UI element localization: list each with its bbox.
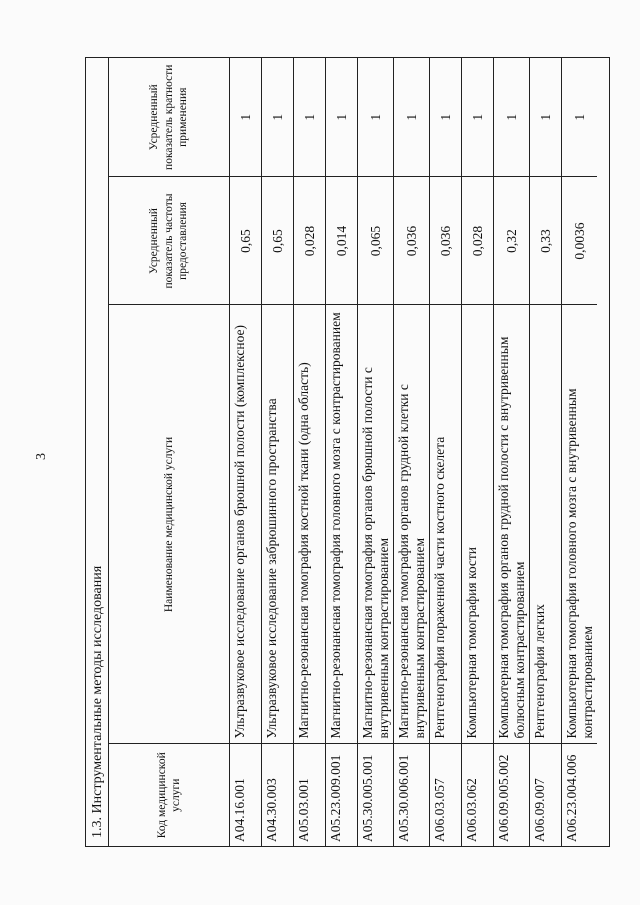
cell-name: Ультразвуковое исследование органов брюшной полости (комплексное) bbox=[230, 305, 262, 744]
cell-name: Рентгенография пораженной части костного скелета bbox=[430, 305, 462, 744]
cell-name: Магнитно-резонансная томография головного мозга с контрастированием bbox=[326, 305, 358, 744]
table-row bbox=[230, 58, 262, 846]
table-row bbox=[462, 58, 494, 846]
cell-frequency: 0,036 bbox=[394, 177, 430, 305]
cell-multiplicity: 1 bbox=[494, 58, 530, 177]
table-row bbox=[494, 58, 530, 846]
cell-code: A06.09.007 bbox=[530, 744, 562, 846]
section-title: 1.3. Инструментальные методы исследования bbox=[86, 58, 109, 846]
table-header-row bbox=[109, 58, 230, 846]
cell-multiplicity: 1 bbox=[462, 58, 494, 177]
cell-frequency: 0,33 bbox=[530, 177, 562, 305]
header-name: Наименование медицинской услуги bbox=[109, 305, 230, 744]
cell-code: A05.30.005.001 bbox=[358, 744, 394, 846]
table-row bbox=[358, 58, 394, 846]
table-row bbox=[262, 58, 294, 846]
cell-code: A06.03.062 bbox=[462, 744, 494, 846]
page-number: 3 bbox=[34, 453, 49, 460]
table-row bbox=[530, 58, 562, 846]
cell-frequency: 0,065 bbox=[358, 177, 394, 305]
cell-frequency: 0,32 bbox=[494, 177, 530, 305]
table-row bbox=[430, 58, 462, 846]
table-row bbox=[326, 58, 358, 846]
cell-code: A06.09.005.002 bbox=[494, 744, 530, 846]
cell-name: Магнитно-резонансная томография костной ткани (одна область) bbox=[294, 305, 326, 744]
cell-name: Магнитно-резонансная томография органов грудной клетки с внутривенным контрастированием bbox=[394, 305, 430, 744]
cell-multiplicity: 1 bbox=[358, 58, 394, 177]
cell-name: Рентгенография легких bbox=[530, 305, 562, 744]
cell-frequency: 0,028 bbox=[294, 177, 326, 305]
cell-multiplicity: 1 bbox=[326, 58, 358, 177]
header-frequency: Усредненный показатель частоты предоставления bbox=[109, 177, 230, 305]
cell-frequency: 0,028 bbox=[462, 177, 494, 305]
cell-code: A04.16.001 bbox=[230, 744, 262, 846]
cell-code: A05.30.006.001 bbox=[394, 744, 430, 846]
services-table-frame bbox=[85, 57, 610, 847]
table-row bbox=[562, 58, 598, 846]
cell-multiplicity: 1 bbox=[430, 58, 462, 177]
cell-code: A06.23.004.006 bbox=[562, 744, 598, 846]
table-row bbox=[294, 58, 326, 846]
cell-frequency: 0,036 bbox=[430, 177, 462, 305]
cell-frequency: 0,014 bbox=[326, 177, 358, 305]
cell-multiplicity: 1 bbox=[294, 58, 326, 177]
cell-code: A05.03.001 bbox=[294, 744, 326, 846]
cell-multiplicity: 1 bbox=[262, 58, 294, 177]
header-multiplicity: Усредненный показатель кратности применения bbox=[109, 58, 230, 177]
cell-frequency: 0,65 bbox=[262, 177, 294, 305]
cell-multiplicity: 1 bbox=[394, 58, 430, 177]
cell-code: A06.03.057 bbox=[430, 744, 462, 846]
cell-multiplicity: 1 bbox=[562, 58, 598, 177]
cell-multiplicity: 1 bbox=[230, 58, 262, 177]
cell-frequency: 0,65 bbox=[230, 177, 262, 305]
cell-frequency: 0,0036 bbox=[562, 177, 598, 305]
table-row bbox=[394, 58, 430, 846]
cell-code: A05.23.009.001 bbox=[326, 744, 358, 846]
cell-name: Компьютерная томография головного мозга с внутривенным контрастированием bbox=[562, 305, 598, 744]
services-table bbox=[109, 58, 597, 846]
cell-name: Компьютерная томография кости bbox=[462, 305, 494, 744]
header-code: Код медицинской услуги bbox=[109, 744, 230, 846]
cell-name: Ультразвуковое исследование забрюшинного пространства bbox=[262, 305, 294, 744]
cell-code: A04.30.003 bbox=[262, 744, 294, 846]
cell-name: Компьютерная томография органов грудной полости с внутривенным болюсным контрастированием bbox=[494, 305, 530, 744]
cell-multiplicity: 1 bbox=[530, 58, 562, 177]
cell-name: Магнитно-резонансная томография органов брюшной полости с внутривенным контрастированием bbox=[358, 305, 394, 744]
